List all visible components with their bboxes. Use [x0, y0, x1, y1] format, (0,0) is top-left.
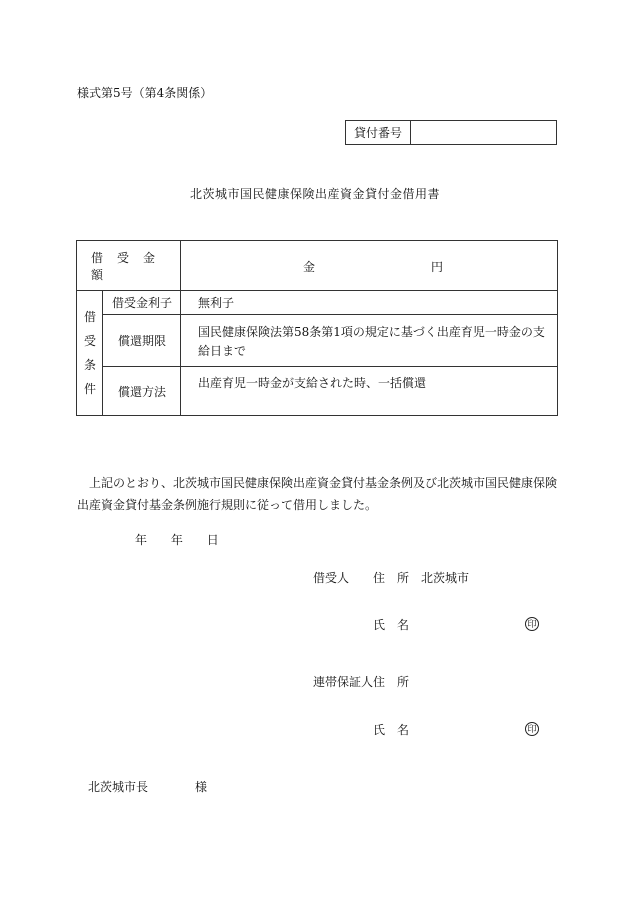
loan-number-field[interactable] — [411, 121, 556, 144]
repayment-method-label: 償還方法 — [117, 384, 166, 399]
interest-label: 借受金利子 — [111, 296, 172, 310]
addressee-name: 北茨城市長 — [88, 780, 149, 794]
seal-icon: 印 — [525, 617, 539, 631]
date-day: 日 — [206, 533, 219, 547]
date-month: 年 — [170, 533, 183, 547]
loan-number-box — [345, 120, 557, 145]
repayment-method-value: 出産育児一時金が支給された時、一括償還 — [198, 376, 427, 390]
conditions-label — [77, 291, 103, 415]
repayment-deadline-value: 国民健康保険法第58条第1項の規定に基づく出産育児一時金の支給日まで — [198, 325, 545, 358]
form-number: 様式第5号（第4条関係） — [77, 86, 213, 100]
borrower-seal — [525, 616, 539, 631]
seal-icon: 印 — [525, 722, 539, 736]
declaration-paragraph: 上記のとおり、北茨城市国民健康保険出産資金貸付基金条例及び北茨城市国民健康保険出産資金貸付基金条例施行規則に従って借用しました。 — [77, 476, 558, 512]
guarantor-name-label: 氏 名 — [373, 723, 410, 737]
guarantor-name-field[interactable] — [420, 719, 520, 737]
addressee-honorific: 様 — [195, 780, 208, 794]
document-title: 北茨城市国民健康保険出産資金貸付金借用書 — [189, 187, 440, 201]
date-year: 年 — [135, 533, 148, 547]
borrower-address-value[interactable]: 北茨城市 — [421, 571, 470, 585]
repayment-deadline-label: 償還期限 — [117, 334, 166, 348]
guarantor-seal — [525, 721, 539, 736]
interest-value: 無利子 — [198, 296, 235, 310]
loan-number-label: 貸付番号 — [346, 121, 411, 144]
date-line — [135, 531, 239, 548]
borrower-address-label: 住 所 — [373, 571, 410, 585]
conditions-label-char: 条 — [83, 358, 96, 372]
amount-field[interactable] — [181, 241, 557, 291]
conditions-label-char: 件 — [83, 382, 96, 396]
guarantor-role: 連帯保証人 — [313, 675, 374, 689]
guarantor-address-field[interactable] — [420, 671, 550, 689]
amount-unit: 円 — [431, 259, 444, 274]
borrower-name-label: 氏 名 — [373, 618, 410, 632]
borrower-name-field[interactable] — [420, 614, 520, 632]
guarantor-address-label: 住 所 — [373, 675, 410, 689]
borrower-role: 借受人 — [313, 571, 350, 585]
conditions-label-char: 借 — [83, 310, 96, 324]
amount-label: 借受金額 — [91, 251, 170, 282]
amount-prefix: 金 — [303, 259, 316, 274]
loan-conditions-table — [76, 240, 558, 416]
conditions-label-char: 受 — [83, 334, 96, 348]
